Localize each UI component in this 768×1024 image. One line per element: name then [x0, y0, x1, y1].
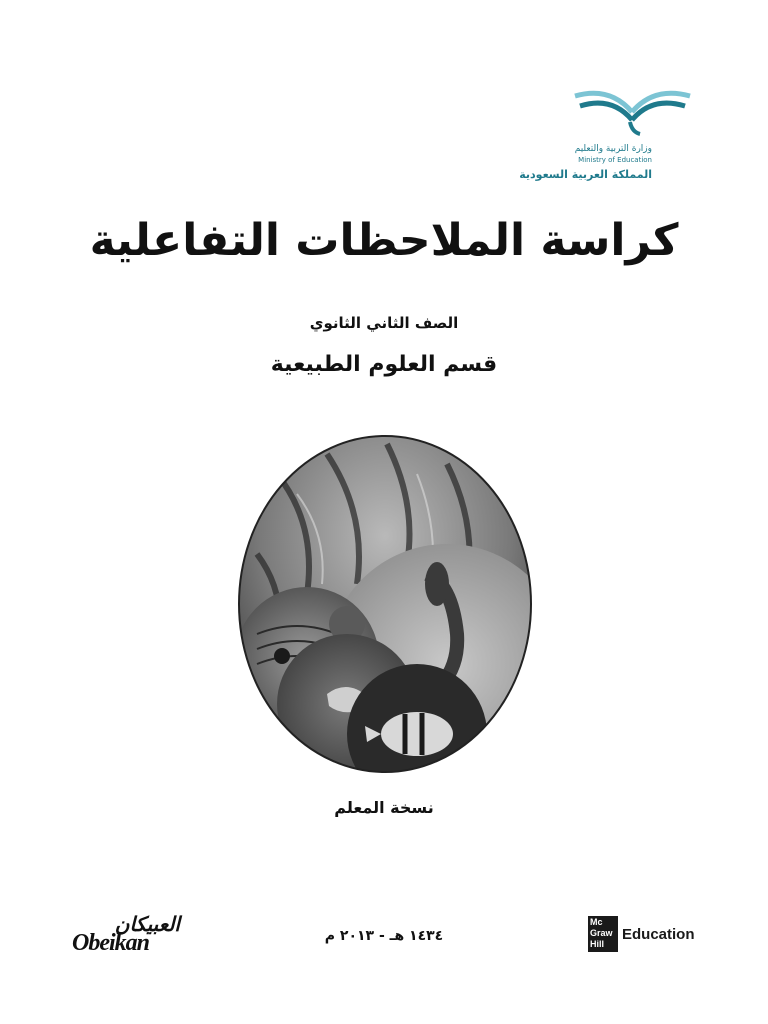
- ministry-country: المملكة العربية السعودية: [519, 168, 652, 181]
- ministry-name-en: Ministry of Education: [578, 156, 652, 164]
- mcgraw-hill-box: [588, 916, 618, 952]
- cover-illustration: [237, 434, 533, 774]
- publication-date: ١٤٣٤ هـ - ٢٠١٣ م: [324, 928, 444, 944]
- department-label: قسم العلوم الطبيعية: [270, 352, 498, 377]
- page-title: كراسة الملاحظات التفاعلية: [89, 215, 679, 266]
- mcgraw-graw: Graw: [590, 928, 613, 938]
- ministry-logo: [519, 82, 710, 192]
- mcgraw-hill: Hill: [590, 939, 605, 949]
- education-label: Education: [622, 926, 695, 943]
- obeikan-name-ar: العبيكان: [114, 912, 180, 936]
- mcgraw-mc: Mc: [590, 917, 603, 927]
- open-book-icon: [570, 82, 700, 142]
- ministry-name-ar: وزارة التربية والتعليم: [574, 144, 652, 154]
- mcgraw-hill-logo: [588, 916, 708, 954]
- obeikan-name-en: Obeikan: [72, 930, 149, 956]
- grade-label: الصف الثاني الثانوي: [309, 314, 459, 332]
- teacher-edition-label: نسخة المعلم: [334, 798, 434, 817]
